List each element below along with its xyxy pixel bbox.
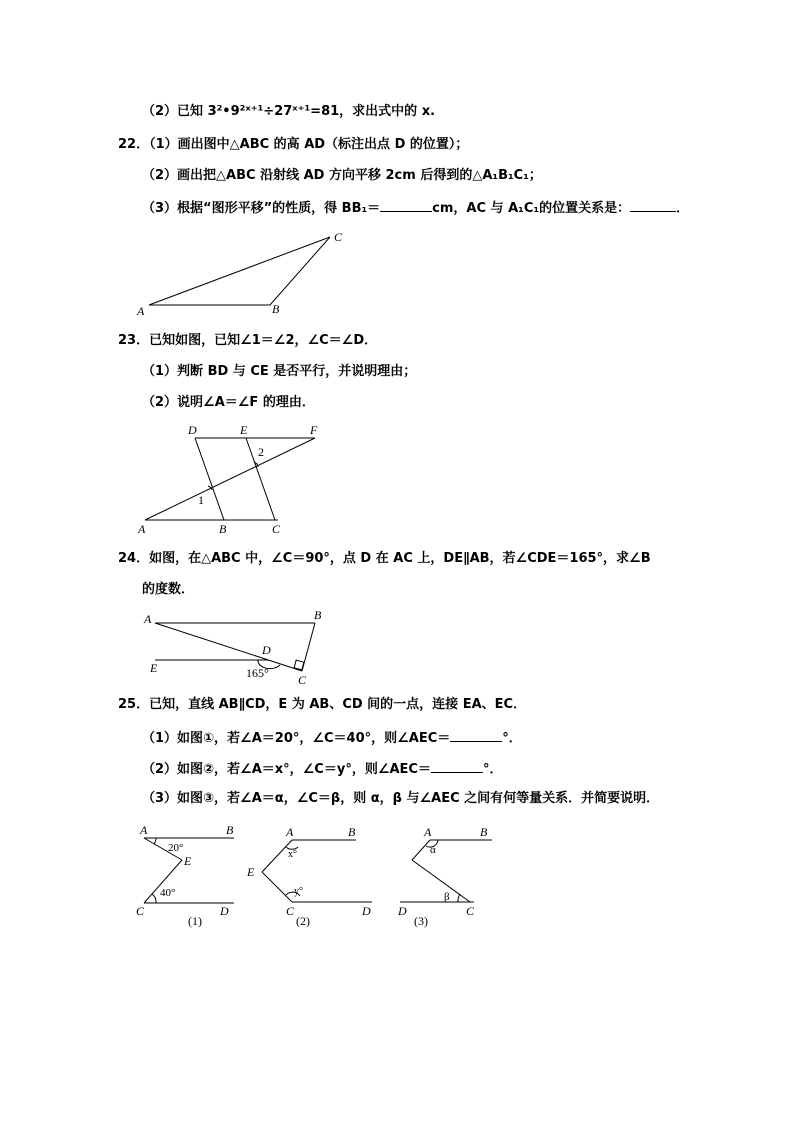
q23-label-d: D <box>188 423 197 437</box>
q23-label-b: B <box>219 522 227 536</box>
q24-label-angle: 165° <box>246 666 269 680</box>
q23-part2: （2）说明∠A＝∠F 的理由． <box>142 395 315 410</box>
q22-label-b: B <box>272 302 280 316</box>
q25-f1-label-e: E <box>184 854 192 868</box>
q22-part2: （2）画出把△ABC 沿射线 AD 方向平移 2cm 后得到的△A₁B₁C₁； <box>142 168 542 183</box>
q25-part1-a: （1）如图①，若∠A＝20°，∠C＝40°，则∠AEC＝ <box>142 731 451 746</box>
q22-stem: 22．（1）画出图中△ABC 的高 AD（标注出点 D 的位置）； <box>118 137 469 152</box>
q25-f3-angle-a: α <box>430 844 436 856</box>
q23-label-f: F <box>310 423 318 437</box>
q25-f1-label-b: B <box>226 823 234 837</box>
q22-part3 <box>142 199 689 217</box>
q24-label-b: B <box>314 608 322 622</box>
q24-label-d: D <box>262 643 271 657</box>
q24-stem: 24．如图，在△ABC 中，∠C＝90°，点 D 在 AC 上，DE∥AB，若∠CDE＝165°，求∠B <box>118 551 651 566</box>
q25-f1-angle-c: 40° <box>160 887 176 899</box>
q25-f3-label-c: C <box>466 904 475 918</box>
q25-figure-3 <box>392 820 502 930</box>
q25-figure-2 <box>244 820 384 930</box>
q25-stem: 25．已知，直线 AB∥CD，E 为 AB、CD 间的一点，连接 EA、EC． <box>118 697 527 712</box>
q25-part1-b: °． <box>502 731 522 746</box>
q25-f2-label-b: B <box>348 825 356 839</box>
q25-part3: （3）如图③，若∠A＝α，∠C＝β，则 α，β 与∠AEC 之间有何等量关系．并简要说明． <box>142 791 660 806</box>
q22-triangle-figure <box>130 225 360 320</box>
q22-label-c: C <box>334 230 343 244</box>
q24-stem2: 的度数． <box>142 582 195 597</box>
q25-f1-label-a: A <box>140 823 148 837</box>
q23-stem: 23．已知如图，已知∠1＝∠2，∠C＝∠D． <box>118 333 378 348</box>
q22-part3-b: cm，AC 与 A₁C₁的位置关系是： <box>432 201 631 216</box>
q25-f2-angle-a: x° <box>288 849 297 860</box>
q21-part2-text: （2）已知 3²•9²ˣ⁺¹÷27ˣ⁺¹=81，求出式中的 x. <box>142 104 436 119</box>
q25-f1-label-c: C <box>136 904 145 918</box>
q25-figure-1 <box>134 820 244 930</box>
q24-label-e: E <box>150 661 158 675</box>
q24-triangle-figure <box>140 605 340 685</box>
q23-parallel-figure <box>130 420 330 545</box>
q23-part1: （1）判断 BD 与 CE 是否平行，并说明理由； <box>142 364 417 379</box>
q25-f2-caption: (2) <box>296 914 310 928</box>
q25-f2-label-d: D <box>362 904 371 918</box>
q22-part3-end: ． <box>676 201 690 216</box>
q25-part2-b: °． <box>482 762 503 777</box>
q25-f2-label-c: C <box>286 904 295 918</box>
q25-f2-label-a: A <box>286 825 294 839</box>
q25-f1-caption: (1) <box>188 914 202 928</box>
q25-f3-label-d: D <box>398 904 407 918</box>
q25-f2-angle-c: y° <box>294 886 303 897</box>
q25-f1-angle-a: 20° <box>168 842 184 854</box>
answer-blank-fig1[interactable] <box>450 729 502 742</box>
q21-part2 <box>142 104 435 120</box>
q25-f2-label-e: E <box>247 865 255 879</box>
answer-blank-bb1[interactable] <box>380 199 432 212</box>
q22-part3-a: （3）根据“图形平移”的性质，得 BB₁＝ <box>142 201 381 216</box>
q25-f3-label-a: A <box>424 825 432 839</box>
answer-blank-fig2[interactable] <box>431 760 483 773</box>
q23-label-c: C <box>272 522 281 536</box>
q23-label-angle2: 2 <box>258 445 264 459</box>
q25-part2-a: （2）如图②，若∠A＝x°，∠C＝y°，则∠AEC＝ <box>142 762 431 777</box>
q25-f3-label-b: B <box>480 825 488 839</box>
q25-f3-angle-c: β <box>444 891 450 903</box>
q23-label-angle1: 1 <box>198 493 204 507</box>
q25-part1 <box>142 729 522 747</box>
q23-label-a: A <box>138 522 146 536</box>
answer-blank-relation[interactable] <box>630 199 676 212</box>
q22-label-a: A <box>137 304 145 318</box>
q24-label-c: C <box>298 673 307 687</box>
q25-part2 <box>142 760 502 778</box>
q24-label-a: A <box>144 612 152 626</box>
q25-f1-label-d: D <box>220 904 229 918</box>
q23-label-e: E <box>240 423 248 437</box>
q25-f3-caption: (3) <box>414 914 428 928</box>
